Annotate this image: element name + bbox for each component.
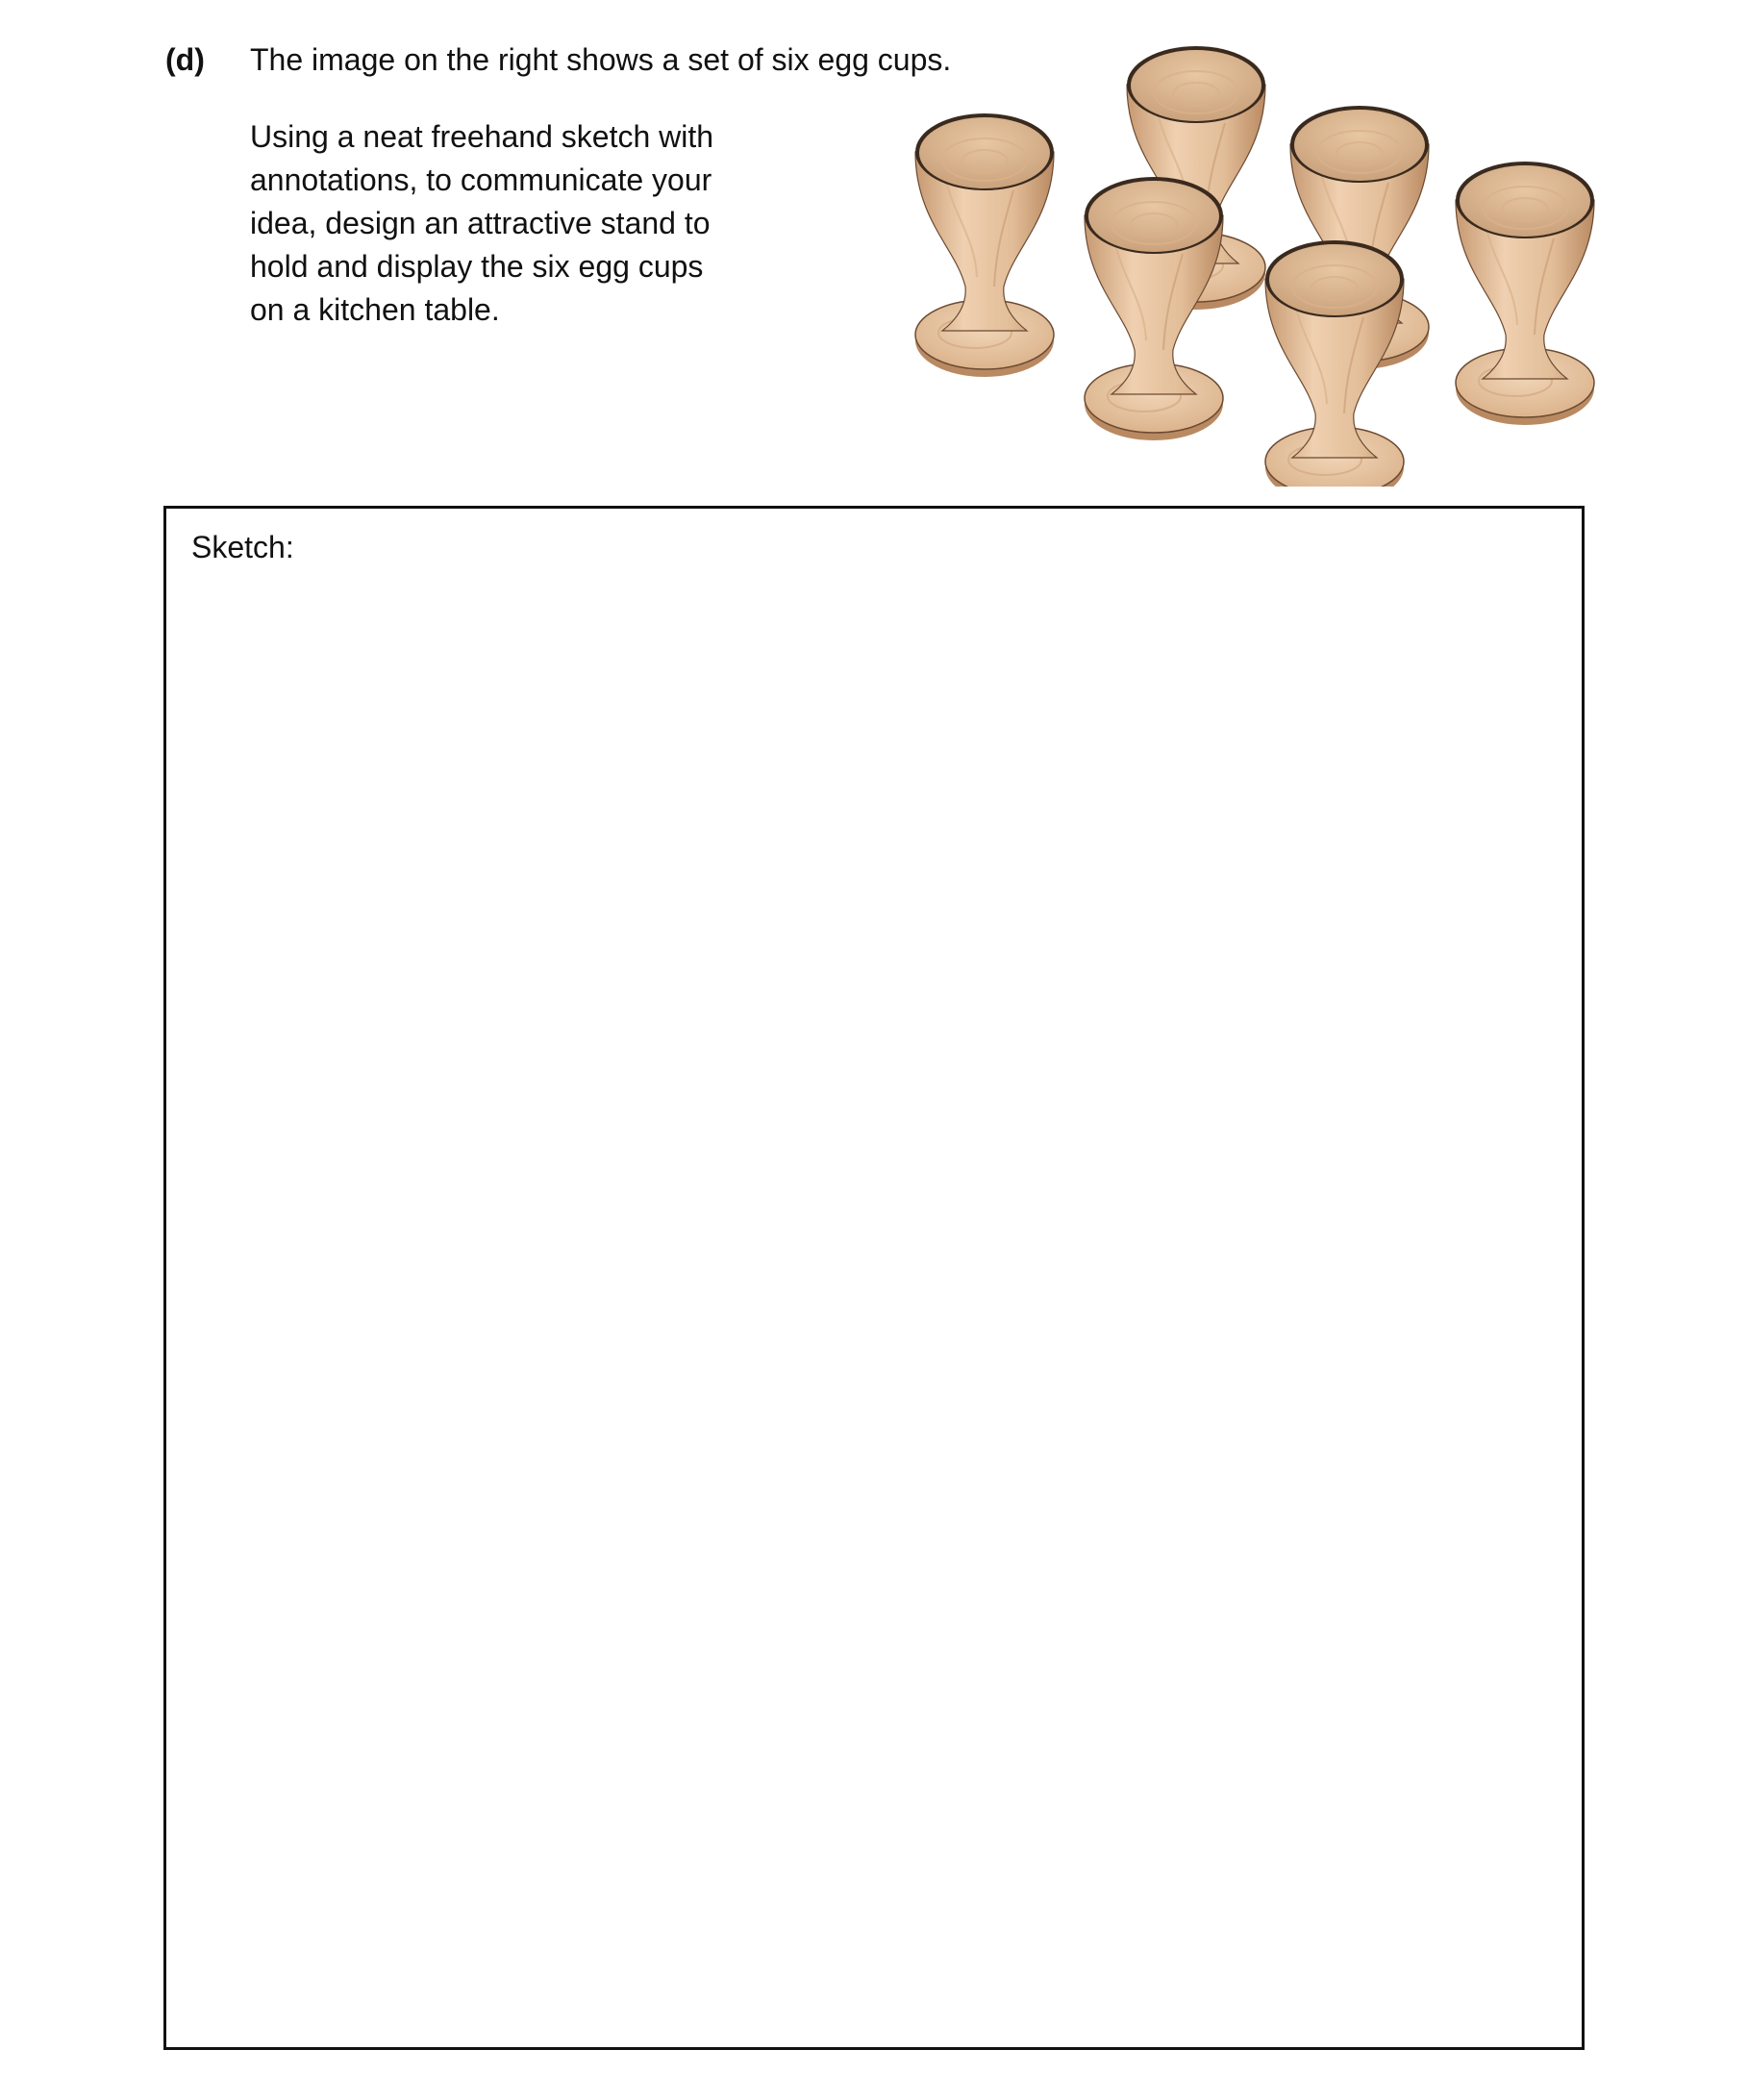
instruction-line: annotations, to communicate your [250,162,712,197]
egg-cup [1456,162,1594,425]
question-label: (d) [165,42,205,77]
sketch-answer-box[interactable] [163,506,1585,2050]
instruction-line: on a kitchen table. [250,292,500,327]
egg-cup [915,113,1054,377]
instruction-line: idea, design an attractive stand to [250,206,711,240]
instruction-line: Using a neat freehand sketch with [250,119,714,154]
egg-cups-illustration [904,35,1596,487]
question-instructions [250,115,788,332]
instruction-line: hold and display the six egg cups [250,249,704,284]
question-intro: The image on the right shows a set of six egg cups. [250,42,952,77]
sketch-label: Sketch: [191,530,294,564]
